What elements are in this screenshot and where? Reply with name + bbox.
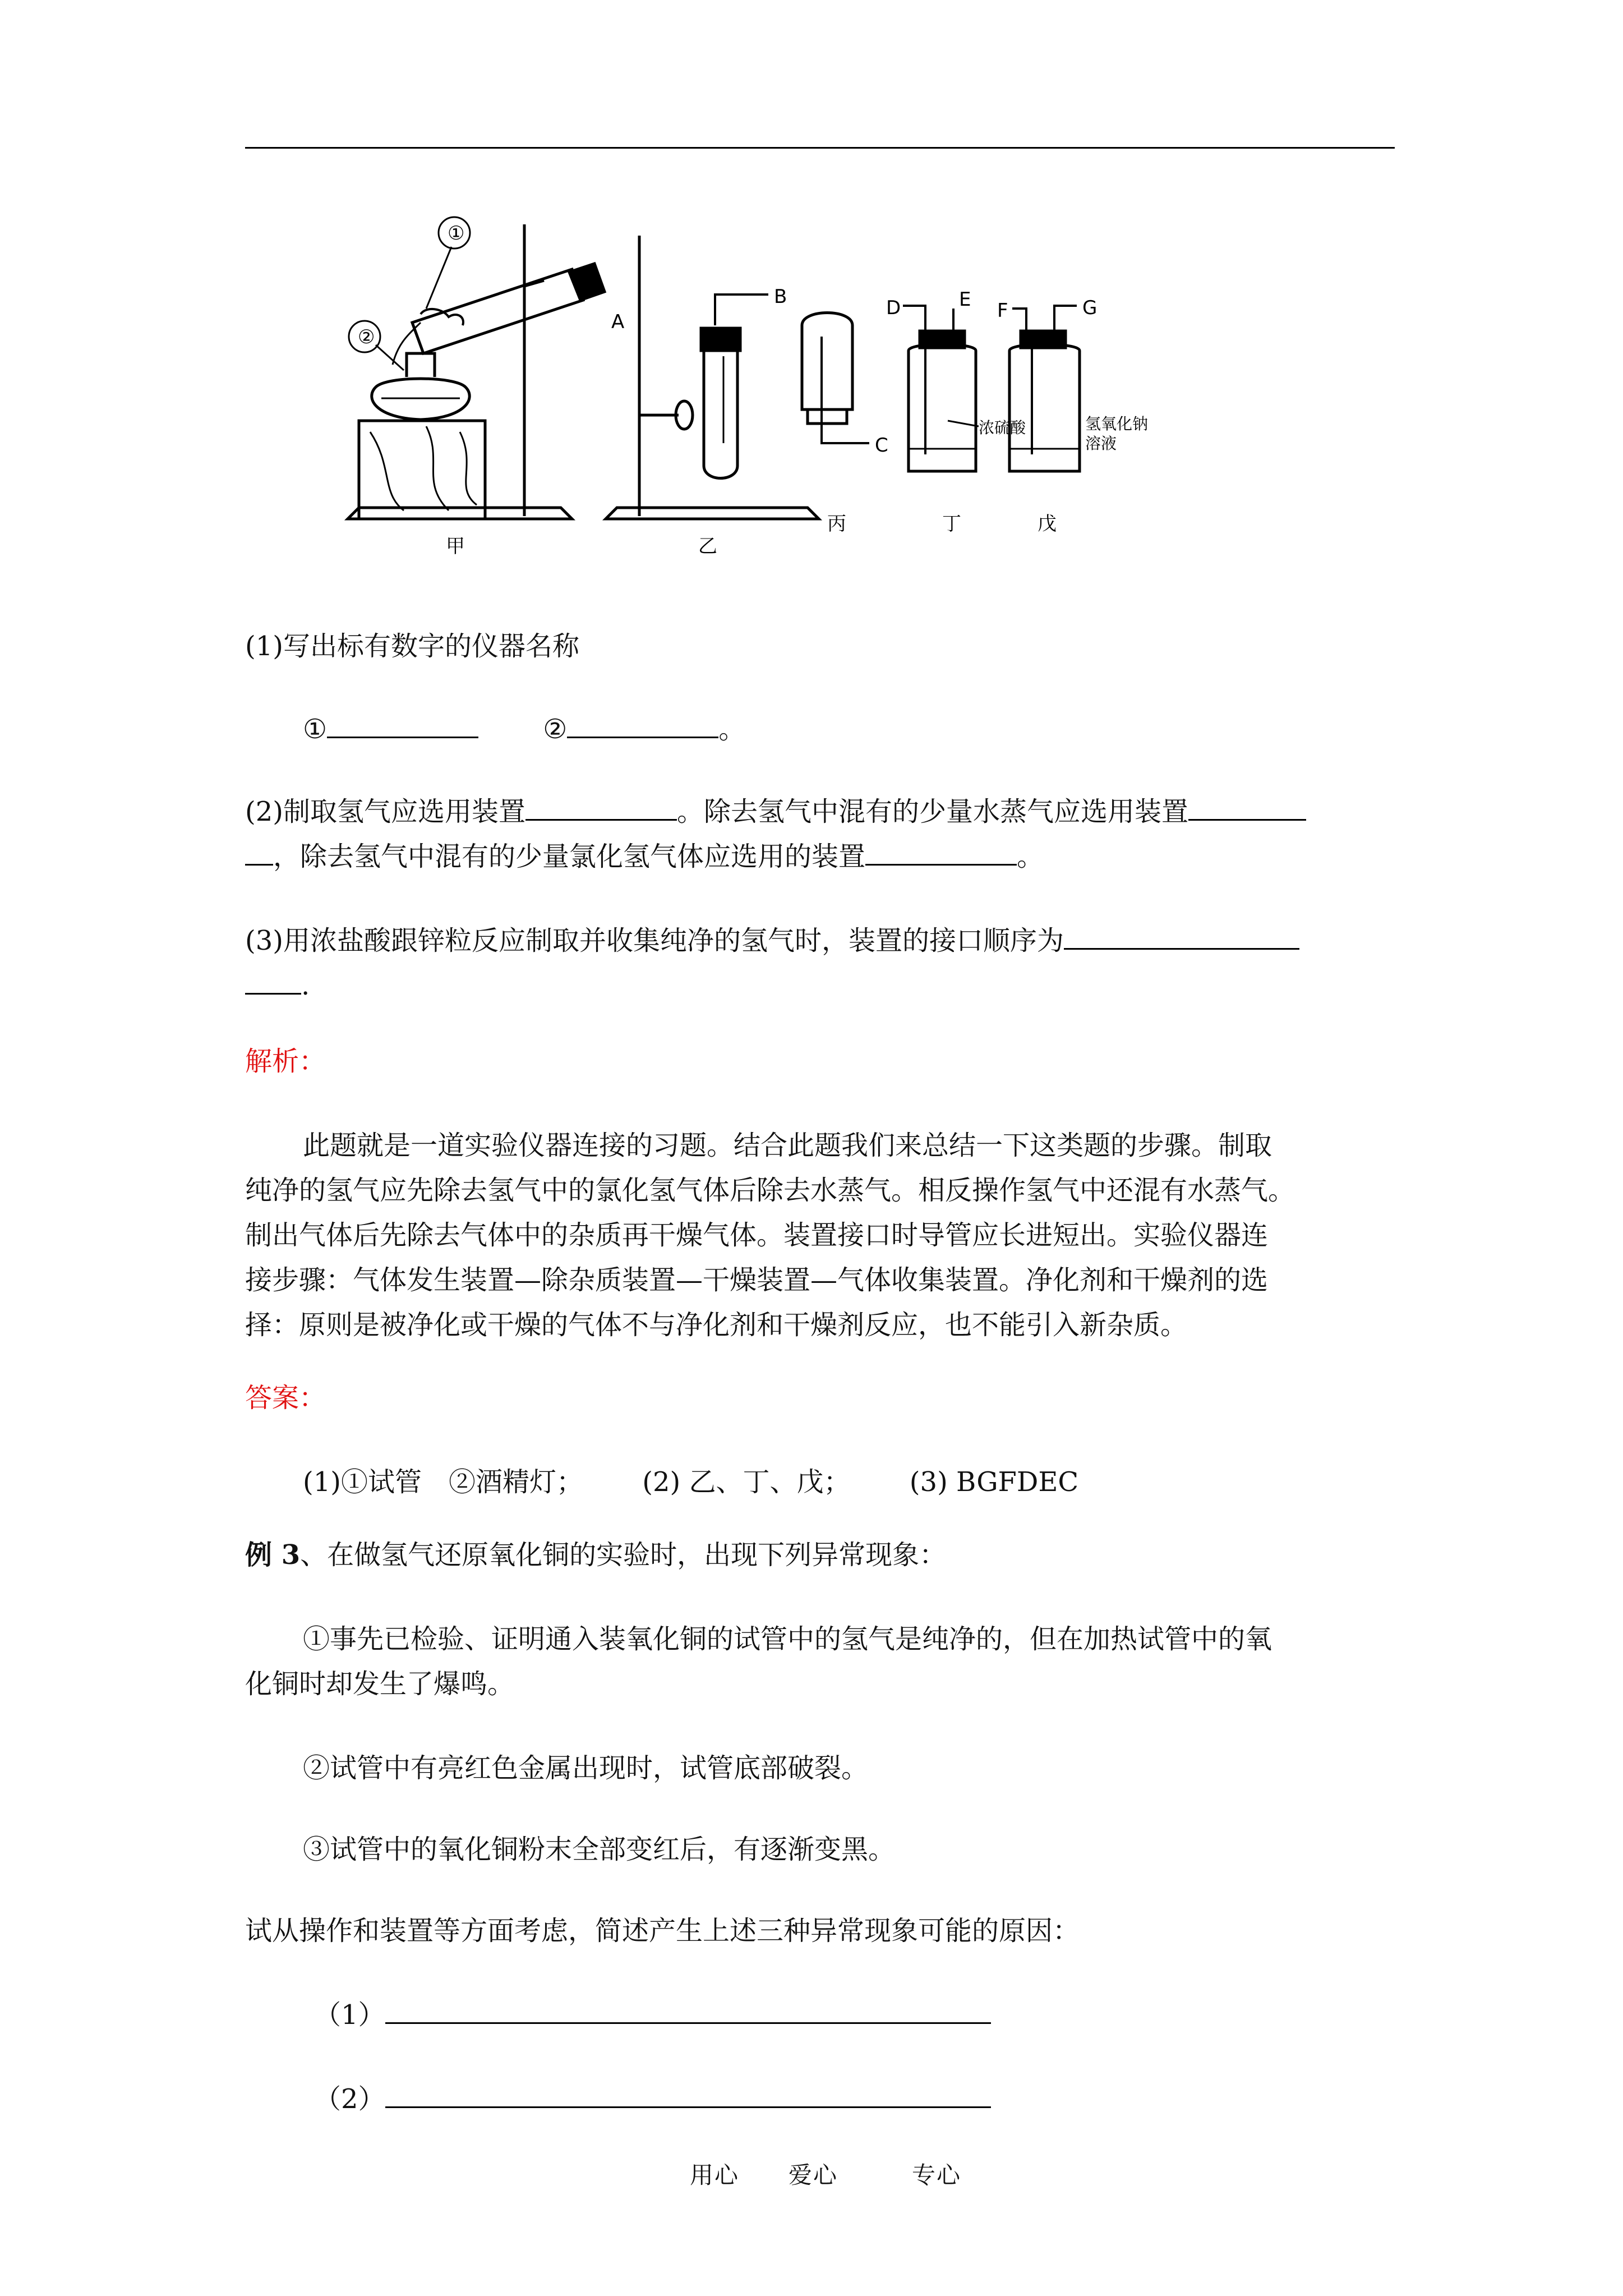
analysis-line-4: 接步骤：气体发生装置—除杂质装置—干燥装置—气体收集装置。净化剂和干燥剂的选 xyxy=(245,1264,1269,1296)
label-F: F xyxy=(997,300,1008,322)
label-C: C xyxy=(875,434,888,457)
stand-base-1 xyxy=(348,508,572,519)
stopper-yi xyxy=(701,328,740,351)
question-3-line-1: (3)用浓盐酸跟锌粒反应制取并收集纯净的氢气时，装置的接口顺序为 xyxy=(245,917,1395,964)
answer-line-1[interactable] xyxy=(385,2000,991,2024)
example-3-item-1-line-1: ①事先已检验、证明通入装氧化铜的试管中的氢气是纯净的，但在加热试管中的氧 xyxy=(303,1623,1272,1655)
label-naoh-1: 氢氧化钠 xyxy=(1085,415,1149,433)
question-2-line-2: ，除去氢气中混有的少量氯化氢气体应选用的装置 。 xyxy=(245,833,1395,880)
label-bing: 丙 xyxy=(827,513,846,535)
analysis-line-2: 纯净的氢气应先除去氢气中的氯化氢气体后除去水蒸气。相反操作氢气中还混有水蒸气。 xyxy=(245,1175,1295,1206)
answer-blank-6[interactable] xyxy=(1064,926,1299,950)
stand-base-2 xyxy=(606,508,819,519)
question-3-line-2: . xyxy=(245,962,1395,1009)
example-3-blank-2: （2） xyxy=(314,2076,1464,2123)
header-rule xyxy=(245,147,1395,149)
bottle-bing xyxy=(802,313,852,410)
label-yi: 乙 xyxy=(698,535,717,558)
label-B: B xyxy=(774,286,787,308)
page-footer: 用心 爱心 专心 xyxy=(690,2161,962,2189)
answer-blank-3[interactable] xyxy=(525,797,677,821)
label-circle-2: ② xyxy=(358,326,375,348)
question-1-blanks: ① ② 。 xyxy=(303,714,746,745)
example-3-title: 例 3、在做氢气还原氧化铜的实验时，出现下列异常现象： xyxy=(245,1539,947,1571)
label-D: D xyxy=(886,297,901,319)
label-E: E xyxy=(959,288,971,311)
example-3-item-3: ③试管中的氧化铜粉末全部变红后，有逐渐变黑。 xyxy=(303,1834,896,1865)
answer-blank-1[interactable] xyxy=(327,714,478,738)
answer-blank-4[interactable] xyxy=(1188,797,1306,821)
label-naoh-2: 溶液 xyxy=(1085,434,1117,453)
label-A: A xyxy=(611,311,625,333)
answer-blank-5[interactable] xyxy=(865,841,1017,866)
question-2-line-1: (2)制取氢气应选用装置 。除去氢气中混有的少量水蒸气应选用装置 xyxy=(245,788,1395,835)
label-jia: 甲 xyxy=(446,535,465,558)
answer-blank-2[interactable] xyxy=(567,714,718,738)
example-3-blank-1: （1） xyxy=(314,1991,1464,2039)
question-1: (1)写出标有数字的仪器名称 xyxy=(245,631,579,662)
analysis-line-3: 制出气体后先除去气体中的杂质再干燥气体。装置接口时导管应长进短出。实验仪器连 xyxy=(245,1220,1269,1251)
label-G: G xyxy=(1082,297,1098,319)
bottle-ding xyxy=(909,344,976,471)
label-circle-1: ① xyxy=(448,222,465,245)
analysis-line-5: 择：原则是被净化或干燥的气体不与净化剂和干燥剂反应，也不能引入新杂质。 xyxy=(245,1309,1188,1341)
label-wu: 戊 xyxy=(1038,513,1057,535)
label-acid: 浓硫酸 xyxy=(979,418,1026,437)
answer-line-2[interactable] xyxy=(385,2084,991,2108)
example-3-item-2: ②试管中有亮红色金属出现时，试管底部破裂。 xyxy=(303,1752,869,1784)
example-3-item-1-line-2: 化铜时却发生了爆鸣。 xyxy=(245,1668,515,1700)
analysis-line-1: 此题就是一道实验仪器连接的习题。结合此题我们来总结一下这类题的步骤。制取 xyxy=(303,1130,1272,1161)
analysis-heading: 解析： xyxy=(245,1046,326,1077)
answer-heading: 答案： xyxy=(245,1382,326,1414)
test-tube-yi xyxy=(704,351,737,478)
label-ding: 丁 xyxy=(942,513,961,535)
example-3-prompt: 试从操作和装置等方面考虑，简述产生上述三种异常现象可能的原因： xyxy=(245,1915,1080,1947)
answer-line: (1)①试管 ②酒精灯； (2) 乙、丁、戊； (3) BGFDEC xyxy=(303,1466,1079,1498)
apparatus-diagram xyxy=(314,202,1301,567)
bottle-wu xyxy=(1009,344,1080,471)
